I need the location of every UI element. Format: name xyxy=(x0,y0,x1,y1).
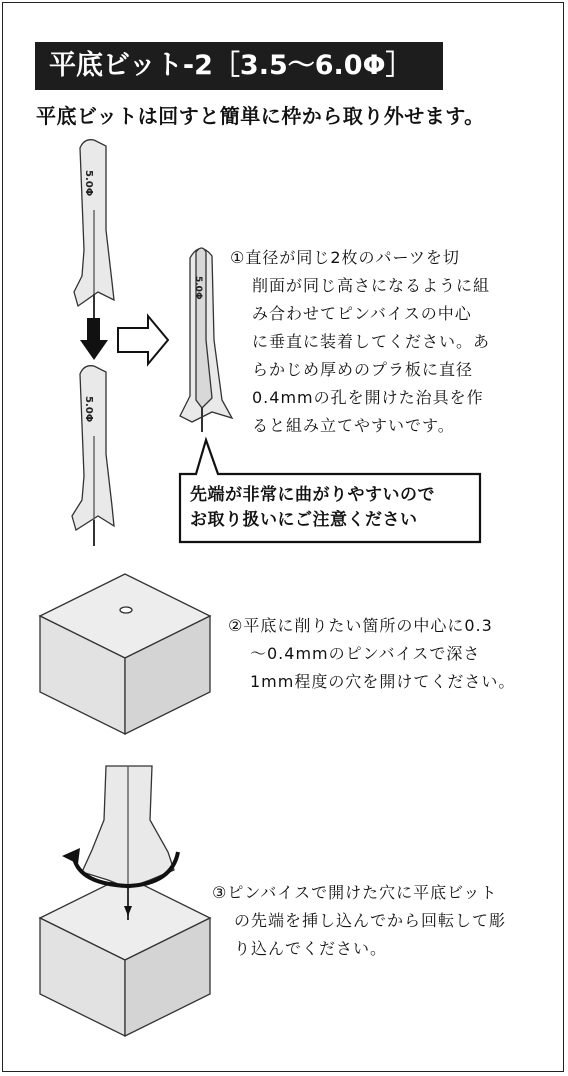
step-3-instructions xyxy=(212,879,506,963)
step-1-instructions xyxy=(230,244,490,440)
step-1-line: に垂直に装着してください。あ xyxy=(252,332,491,351)
bit-size-label-top: 5.0Φ xyxy=(83,170,94,197)
step-3-line: の先端を挿し込んでから回転して彫 xyxy=(234,911,507,930)
work-block-bottom xyxy=(40,876,210,1036)
step-1-line: み合わせてピンバイスの中心 xyxy=(252,304,472,323)
step-2-line: ②平底に削りたい箇所の中心に0.3 xyxy=(228,616,493,635)
arrow-right-icon xyxy=(118,316,168,364)
warning-callout-text xyxy=(190,483,435,533)
step-2-line: 1mm程度の穴を開けてください。 xyxy=(250,672,516,691)
step-1-line: 削面が同じ高さになるように組 xyxy=(252,276,491,295)
step-1-line: ①直径が同じ2枚のパーツを切 xyxy=(230,248,460,267)
flat-bit-single-bottom xyxy=(72,366,114,546)
callout-line: お取り扱いにご注意ください xyxy=(190,510,418,530)
step-1-line: らかじめ厚めのプラ板に直径 xyxy=(252,360,474,379)
flat-bit-single-top xyxy=(74,140,114,322)
step-3-line: り込んでください。 xyxy=(234,939,388,958)
arrow-down-icon xyxy=(80,318,108,360)
bit-size-label-bottom: 5.0Φ xyxy=(83,396,94,423)
step-2-instructions xyxy=(228,612,515,696)
rotate-arrowhead-icon xyxy=(62,848,80,864)
work-block-top xyxy=(40,574,210,734)
callout-line: 先端が非常に曲がりやすいので xyxy=(190,485,435,505)
step-2-line: 〜0.4mmのピンバイスで深さ xyxy=(250,644,481,663)
bit-size-label-assembled: 5.0Φ xyxy=(193,276,203,300)
step-1-line: 0.4mmの孔を開けた治具を作 xyxy=(252,388,484,407)
flat-bit-assembled xyxy=(180,248,232,432)
page-title: 平底ビット-2［3.5〜6.0Φ］ xyxy=(35,42,443,90)
step-3-line: ③ピンバイスで開けた穴に平底ビット xyxy=(212,883,498,902)
page-subtitle: 平底ビットは回すと簡単に枠から取り外せます。 xyxy=(36,104,485,128)
step-1-line: ると組み立てやすいです。 xyxy=(252,416,455,435)
